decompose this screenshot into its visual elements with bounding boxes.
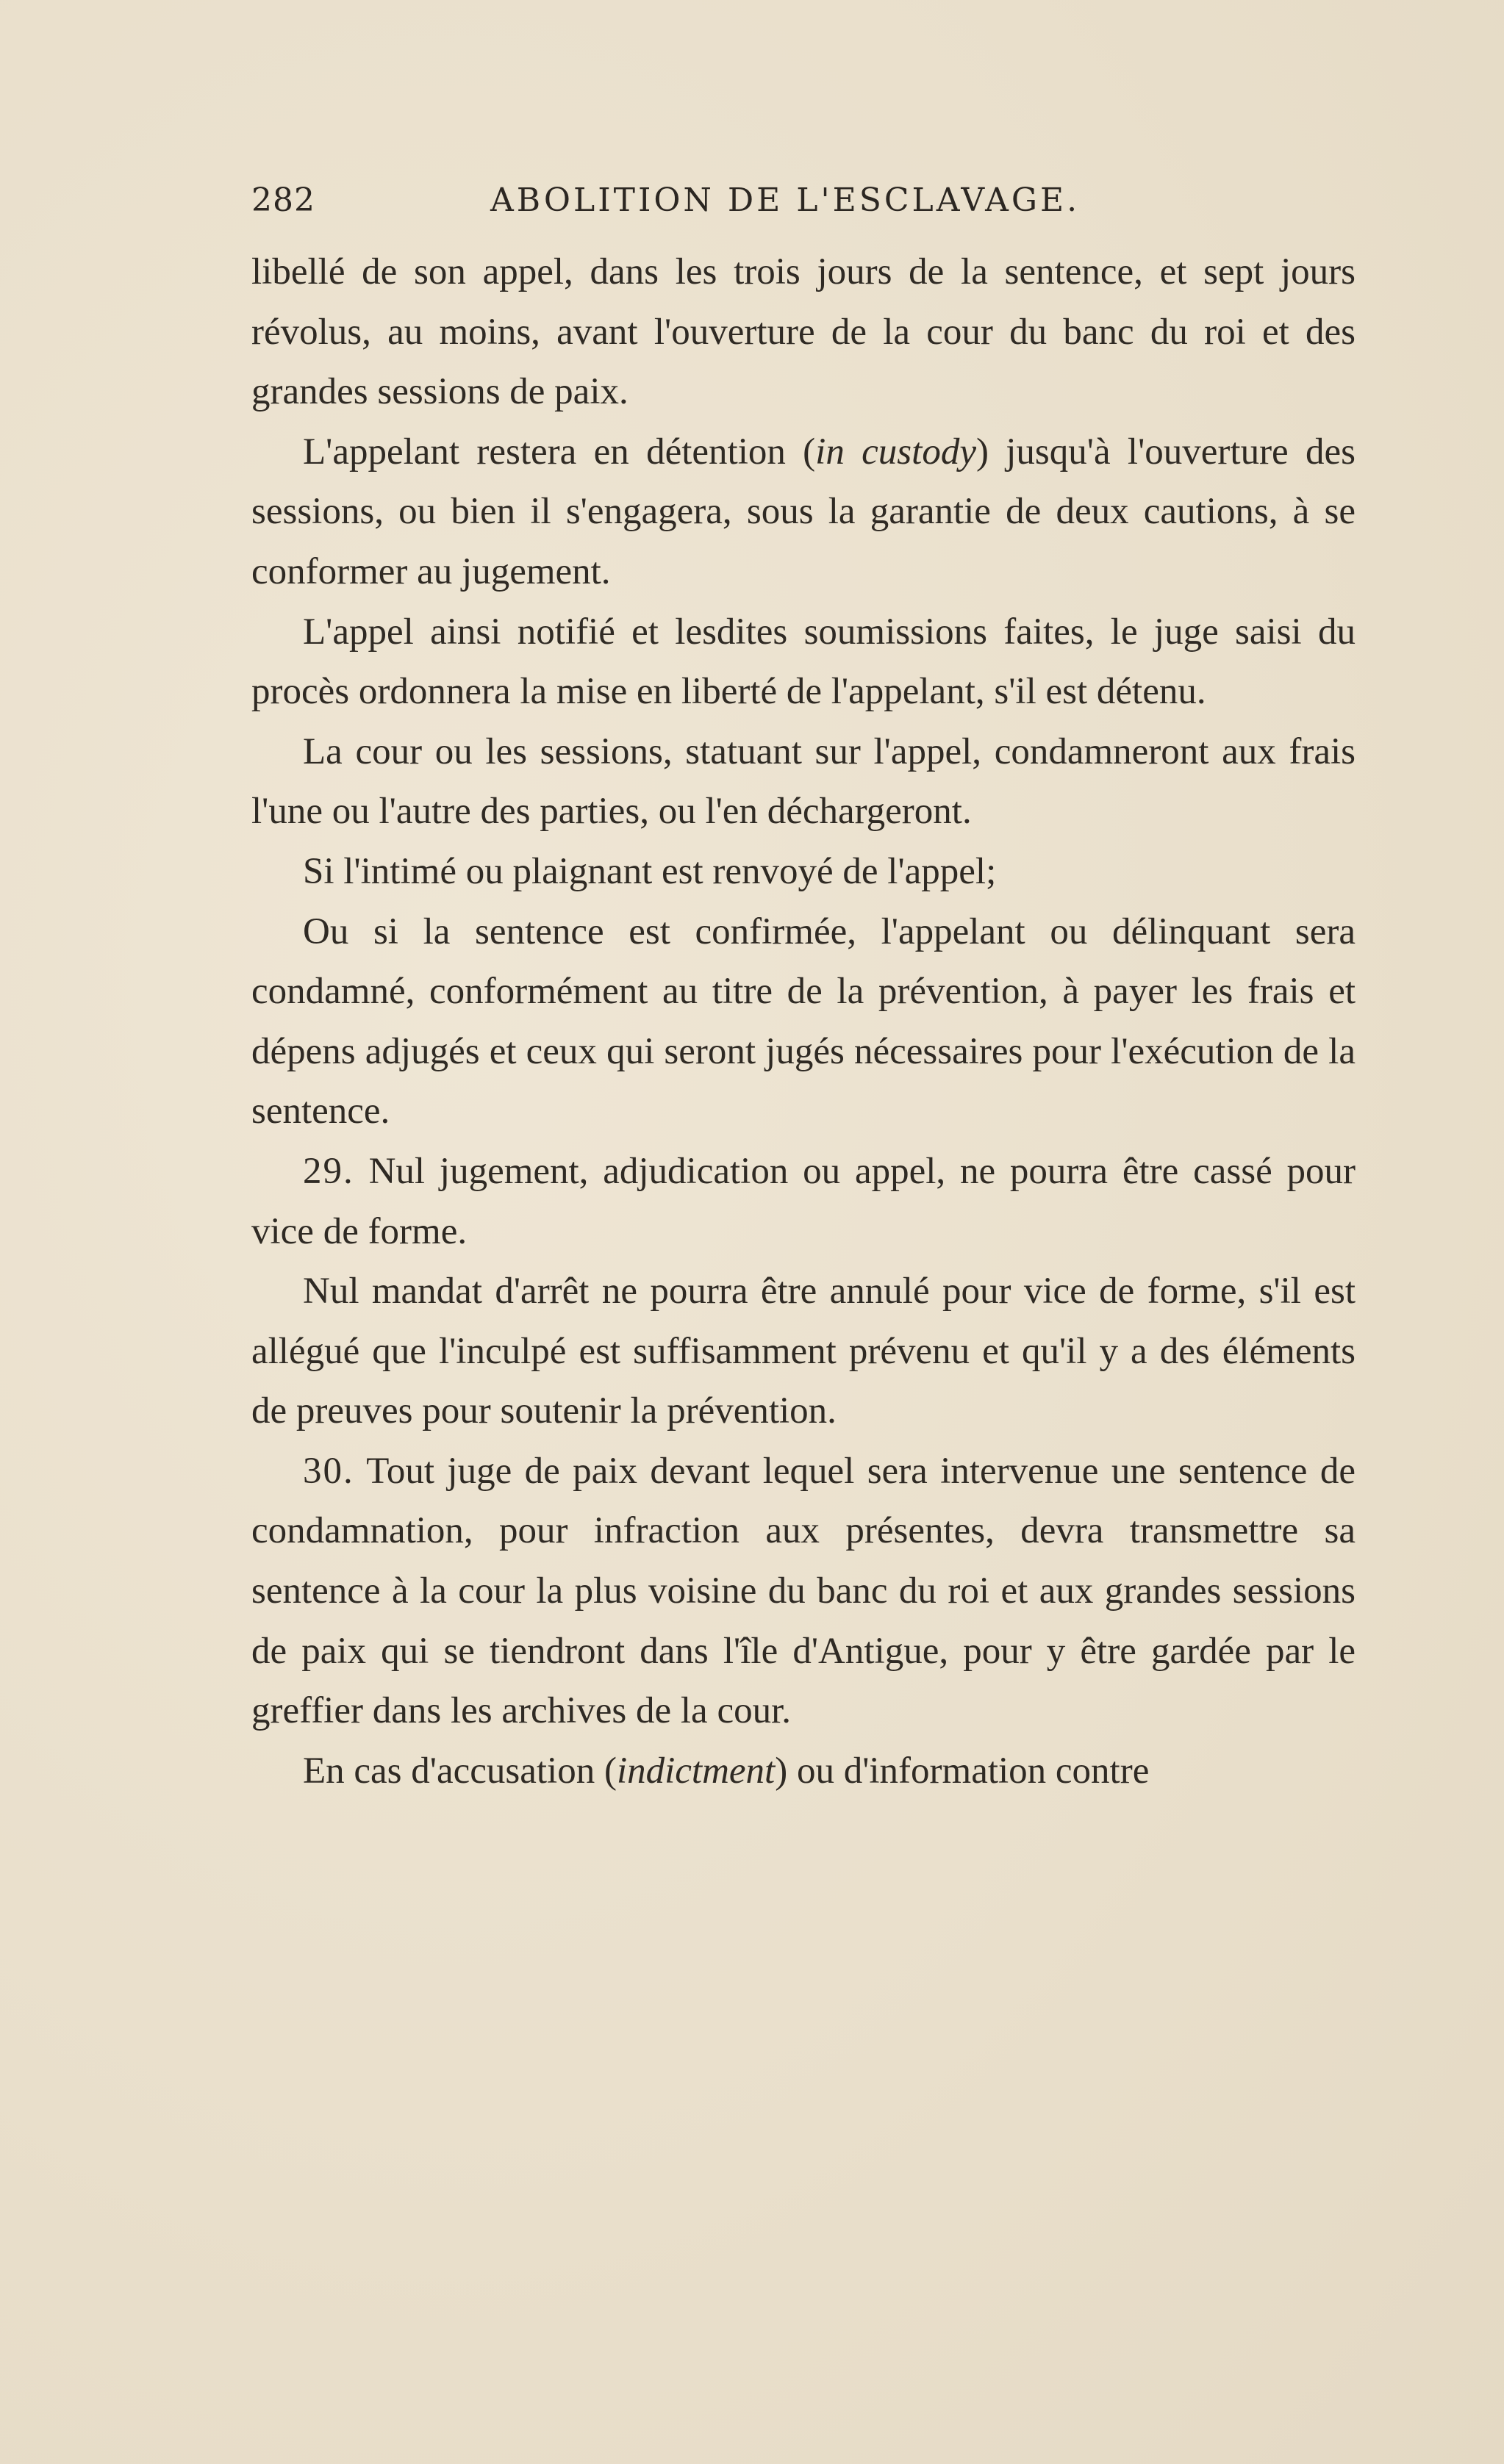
paragraph-2 (251, 423, 1356, 603)
paragraph-8 (251, 1262, 1356, 1442)
paragraph-1-continuation (251, 243, 1356, 423)
paragraph-4 (251, 722, 1356, 842)
article-30 (251, 1442, 1356, 1742)
body-text (251, 243, 1356, 1801)
paragraph-2-text-after: ) jusqu'à l'ouverture des sessions, ou bien il s'engagera, sous la garantie de deux cautions, à se conformer au jugement. (251, 431, 1356, 592)
article-30-number: 30. (303, 1450, 354, 1492)
paragraph-10-text-after: ) ou d'information contre (775, 1750, 1150, 1792)
page-number: 282 (251, 182, 315, 219)
article-29-text: Nul jugement, adjudication ou appel, ne pourra être cassé pour vice de forme. (251, 1150, 1356, 1252)
paragraph-2-italic: in custody (815, 431, 976, 473)
paragraph-10 (251, 1742, 1356, 1802)
article-29-number: 29. (303, 1150, 354, 1192)
paragraph-3 (251, 603, 1356, 722)
paragraph-10-text-before: En cas d'accusation ( (303, 1750, 617, 1792)
running-title: ABOLITION DE L'ESCLAVAGE. (490, 182, 1081, 219)
article-29 (251, 1142, 1356, 1262)
paragraph-6 (251, 902, 1356, 1142)
running-head (251, 175, 1134, 226)
paragraph-10-italic: indictment (616, 1750, 776, 1792)
paragraph-5-text: Si l'intimé ou plaignant est renvoyé de l'appel; (303, 850, 997, 892)
article-30-text: Tout juge de paix devant lequel sera intervenue une sentence de condamnation, pour infraction aux présentes, devra transmettre sa sentence à la cour la plus voisine du banc du roi et aux grandes sessions de paix qui se tiendront dans l'île d'Antigue, pour y être gardée par le greffier dans les archives de la cour. (251, 1450, 1356, 1732)
paragraph-6-text: Ou si la sentence est confirmée, l'appelant ou délinquant sera condamné, conformément au titre de la prévention, à payer les frais et dépens adjugés et ceux qui seront jugés nécessaires pour l'exécution de la sentence. (251, 910, 1356, 1132)
paragraph-3-text: L'appel ainsi notifié et lesdites soumissions faites, le juge saisi du procès ordonnera la mise en liberté de l'appelant, s'il est détenu. (251, 611, 1356, 713)
paragraph-5 (251, 842, 1356, 902)
paragraph-2-text-before: L'appelant restera en détention ( (303, 431, 816, 473)
paragraph-4-text: La cour ou les sessions, statuant sur l'appel, condamneront aux frais l'une ou l'autre des parties, ou l'en déchargeront. (251, 730, 1356, 833)
paragraph-1-text: libellé de son appel, dans les trois jours de la sentence, et sept jours révolus, au moins, avant l'ouverture de la cour du banc du roi et des grandes sessions de paix. (251, 251, 1356, 413)
paragraph-8-text: Nul mandat d'arrêt ne pourra être annulé pour vice de forme, s'il est allégué que l'inculpé est suffisamment prévenu et qu'il y a des éléments de preuves pour soutenir la prévention. (251, 1271, 1356, 1432)
